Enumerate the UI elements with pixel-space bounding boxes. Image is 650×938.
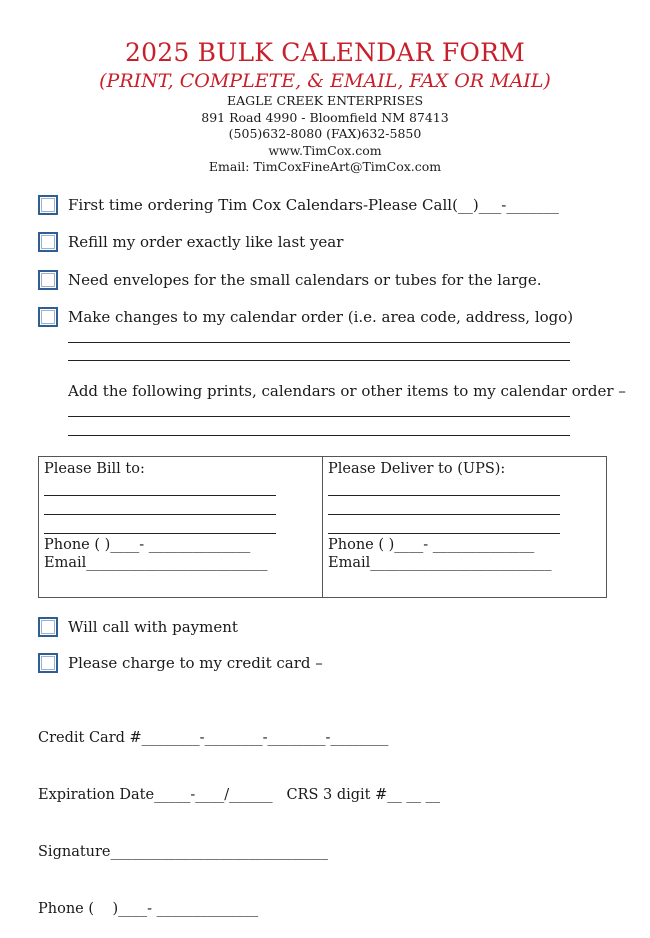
form-title: 2025 BULK CALENDAR FORM xyxy=(125,38,525,67)
bill-to-heading: Please Bill to: xyxy=(44,461,145,477)
option-envelopes[interactable] xyxy=(38,270,541,290)
deliver-phone[interactable]: Phone ( )____- ______________ xyxy=(328,536,535,553)
credit-card-field[interactable]: Credit Card #________-________-________-________ xyxy=(38,730,389,746)
address-table xyxy=(38,456,607,598)
option-refill[interactable] xyxy=(38,232,343,252)
bill-to-cell xyxy=(39,457,322,597)
company-name: EAGLE CREEK ENTERPRISES xyxy=(226,93,424,108)
deliver-to-cell xyxy=(322,457,606,597)
option-label: Please charge to my credit card – xyxy=(68,654,323,672)
changes-line[interactable] xyxy=(68,360,570,361)
deliver-line[interactable] xyxy=(328,479,560,496)
bill-email[interactable]: Email_________________________ xyxy=(44,555,268,571)
form-header xyxy=(0,38,650,176)
checkbox[interactable] xyxy=(38,195,58,215)
changes-line[interactable] xyxy=(68,342,570,343)
option-will-call[interactable] xyxy=(38,617,238,637)
deliver-to-heading: Please Deliver to (UPS): xyxy=(328,461,506,477)
add-items-label: Add the following prints, calendars or other items to my calendar order – xyxy=(68,382,626,400)
checkbox[interactable] xyxy=(38,617,58,637)
option-label: Make changes to my calendar order (i.e. area code, address, logo) xyxy=(68,308,574,326)
company-website[interactable]: www.TimCox.com xyxy=(268,142,382,158)
checkbox[interactable] xyxy=(38,270,58,290)
company-phone: (505)632-8080 (FAX)632-5850 xyxy=(228,126,422,141)
checkbox[interactable] xyxy=(38,232,58,252)
option-credit-card[interactable] xyxy=(38,653,323,673)
option-changes[interactable] xyxy=(38,307,573,327)
deliver-line[interactable] xyxy=(328,498,560,515)
signature-field[interactable]: Signature______________________________ xyxy=(38,844,329,860)
option-first-time[interactable] xyxy=(38,195,559,215)
add-items-line[interactable] xyxy=(68,416,570,417)
expiration-field[interactable]: Expiration Date_____-____/______ CRS 3 digit #__ __ __ xyxy=(38,787,440,803)
option-label: Need envelopes for the small calendars or tubes for the large. xyxy=(68,271,542,289)
option-label: Refill my order exactly like last year xyxy=(68,233,344,251)
deliver-email[interactable]: Email_________________________ xyxy=(328,555,552,571)
option-label: Will call with payment xyxy=(68,618,238,636)
bill-phone[interactable]: Phone ( )____- ______________ xyxy=(44,536,251,553)
payment-fields xyxy=(38,691,440,938)
company-address: 891 Road 4990 - Bloomfield NM 87413 xyxy=(201,109,449,125)
company-email[interactable]: Email: TimCoxFineArt@TimCox.com xyxy=(208,159,442,174)
form-subtitle: (PRINT, COMPLETE, & EMAIL, FAX OR MAIL) xyxy=(99,70,551,92)
checkbox[interactable] xyxy=(38,653,58,673)
add-items-line[interactable] xyxy=(68,435,570,436)
bill-line[interactable] xyxy=(44,479,276,496)
checkbox[interactable] xyxy=(38,307,58,327)
bill-line[interactable] xyxy=(44,517,276,534)
deliver-line[interactable] xyxy=(328,517,560,534)
option-label: First time ordering Tim Cox Calendars-Please Call(__)___-_______ xyxy=(68,196,559,214)
bill-line[interactable] xyxy=(44,498,276,515)
payment-phone-field[interactable]: Phone ( )____- ______________ xyxy=(38,901,259,917)
